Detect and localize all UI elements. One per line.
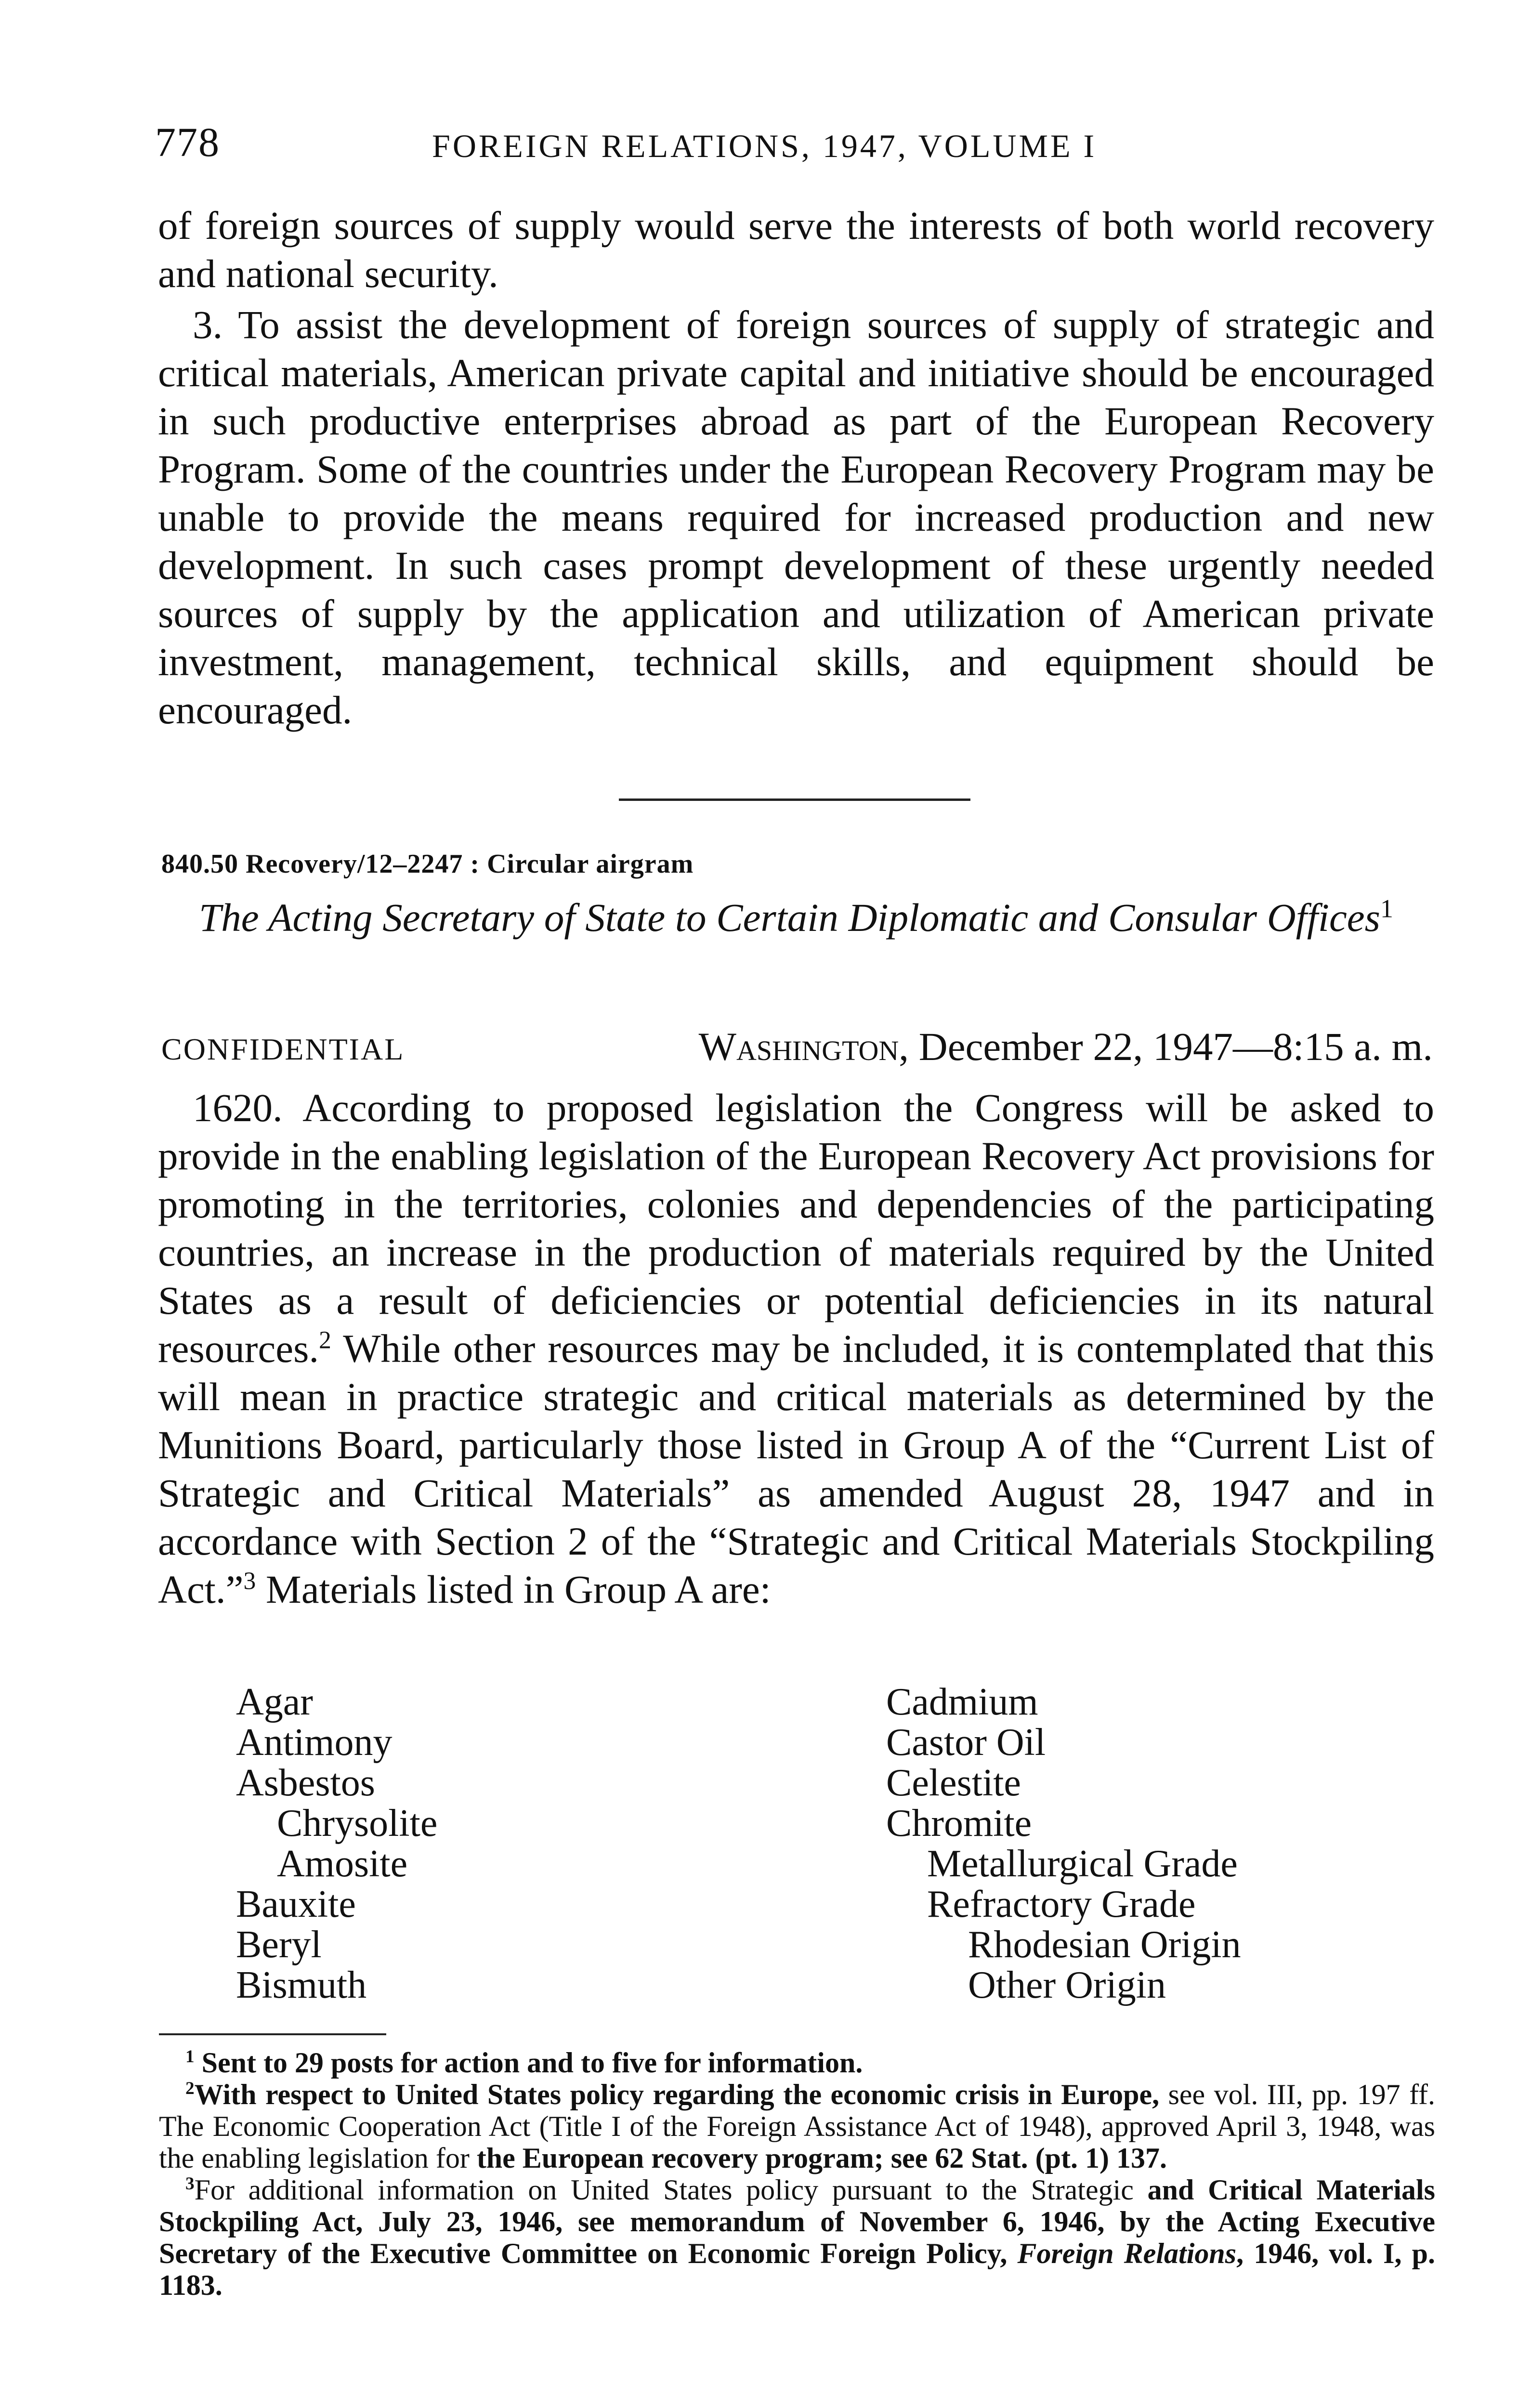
page-number: 778 xyxy=(155,119,220,165)
footnote-2-text-c: the European recovery program; see 62 Stat. (pt. 1) 137. xyxy=(476,2142,1167,2174)
material-subitem: Metallurgical Grade xyxy=(927,1843,1238,1885)
paragraph-1620 xyxy=(158,1084,1434,1613)
paragraph-1620-part-b: While other resources may be included, it is contemplated that this will mean in practice strategic and critical materials as determined by the Munitions Board, particularly those listed in Group A of the “Current List of Strategic and Critical Materials” as amended August 28, 1947 and in accordance with Section 2 of the “Strategic and Critical Materials Stockpiling Act.” xyxy=(158,1326,1434,1611)
footnote-3-source: Foreign Relations xyxy=(1017,2238,1237,2269)
footnote-3-mark: 3 xyxy=(185,2174,195,2194)
footnote-divider xyxy=(159,2033,386,2035)
document-title-text: The Acting Secretary of State to Certain Diplomatic and Consular Offices xyxy=(199,895,1380,940)
footnote-2-text-a: With respect to United States policy regarding the economic crisis in Europe, xyxy=(194,2079,1160,2110)
material-item: Antimony xyxy=(236,1721,393,1764)
footnote-3-text-b: and Critical Materials Stockpiling Act, July 23, 1946, see memorandum of November 6, 1946, by the Acting Executive Secretary of the Executive Committee on Economic Foreign Policy, xyxy=(159,2174,1436,2269)
footnote-1-text: Sent to 29 posts for action and to five for information. xyxy=(201,2047,863,2079)
material-item: Castor Oil xyxy=(886,1721,1046,1764)
material-subitem: Refractory Grade xyxy=(927,1883,1196,1925)
material-item: Bismuth xyxy=(236,1964,367,2006)
footnotes xyxy=(159,2047,1435,2301)
running-title: FOREIGN RELATIONS, 1947, VOLUME I xyxy=(432,128,1097,164)
footnote-2-mark: 2 xyxy=(185,2079,195,2098)
material-item: Asbestos xyxy=(236,1762,375,1804)
materials-list-left xyxy=(236,1682,437,2005)
file-reference: 840.50 Recovery/12–2247 : Circular airgram xyxy=(161,849,694,879)
material-item: Cadmium xyxy=(886,1681,1038,1723)
material-item: Beryl xyxy=(236,1924,322,1966)
footnote-2 xyxy=(159,2079,1435,2174)
material-item: Celestite xyxy=(886,1762,1021,1804)
material-subitem: Amosite xyxy=(277,1843,408,1885)
footnote-mark-3: 3 xyxy=(243,1567,256,1595)
footnote-1 xyxy=(159,2047,1435,2079)
material-item: Chromite xyxy=(886,1802,1032,1845)
paragraph-1620-part-c: Materials listed in Group A are: xyxy=(256,1567,771,1611)
continued-text xyxy=(158,201,1434,734)
classification-label: CONFIDENTIAL xyxy=(161,1032,405,1066)
footnote-mark-2: 2 xyxy=(319,1326,331,1354)
document-title xyxy=(158,893,1434,942)
section-divider xyxy=(619,798,970,801)
footnote-3-text-c: , 1946, vol. I, p. 1183. xyxy=(159,2238,1436,2301)
dateline-date: December 22, 1947—8:15 a. m. xyxy=(918,1024,1433,1069)
material-item: Agar xyxy=(236,1681,313,1723)
material-subsubitem: Other Origin xyxy=(968,1964,1166,2006)
materials-list-right xyxy=(886,1682,1241,2005)
footnote-3 xyxy=(159,2174,1435,2301)
material-subitem: Chrysolite xyxy=(277,1802,438,1845)
footnote-1-mark: 1 xyxy=(185,2047,195,2067)
paragraph-3: 3. To assist the development of foreign sources of supply of strategic and critical materials, American private capital and initiative should be encouraged in such productive enterprises abroad as part of the European Recovery Program. Some of the countries under the European Recovery Program may be unable to provide the means required for increased production and new development. In such cases prompt development of these urgently needed sources of supply by the application and utilization of American private investment, management, technical skills, and equipment should be encouraged. xyxy=(158,302,1434,732)
main-paragraph xyxy=(158,1084,1434,1613)
dateline xyxy=(590,1023,1433,1070)
footnote-3-text-a: For additional information on United States policy pursuant to the Strategic xyxy=(194,2174,1134,2206)
title-footnote-mark: 1 xyxy=(1380,894,1393,923)
material-subsubitem: Rhodesian Origin xyxy=(968,1924,1241,1966)
footnote-2-text-b: see vol. III, pp. 197 ff. The Economic Cooperation Act (Title I of the Foreign Assistance Act of 1948), approved April 3, 1948, was the enabling legislation for xyxy=(159,2079,1435,2174)
material-item: Bauxite xyxy=(236,1883,356,1925)
paragraph-1620-part-a: 1620. According to proposed legislation the Congress will be asked to provide in the enabling legislation of the European Recovery Act provisions for promoting in the territories, colonies and dependencies of the participating countries, an increase in the production of materials required by the United States as a result of deficiencies or potential deficiencies in its natural resources. xyxy=(158,1086,1434,1371)
dateline-place: Washington, xyxy=(698,1024,909,1069)
paragraph-continuation: of foreign sources of supply would serve the interests of both world recovery and national security. xyxy=(158,203,1434,296)
